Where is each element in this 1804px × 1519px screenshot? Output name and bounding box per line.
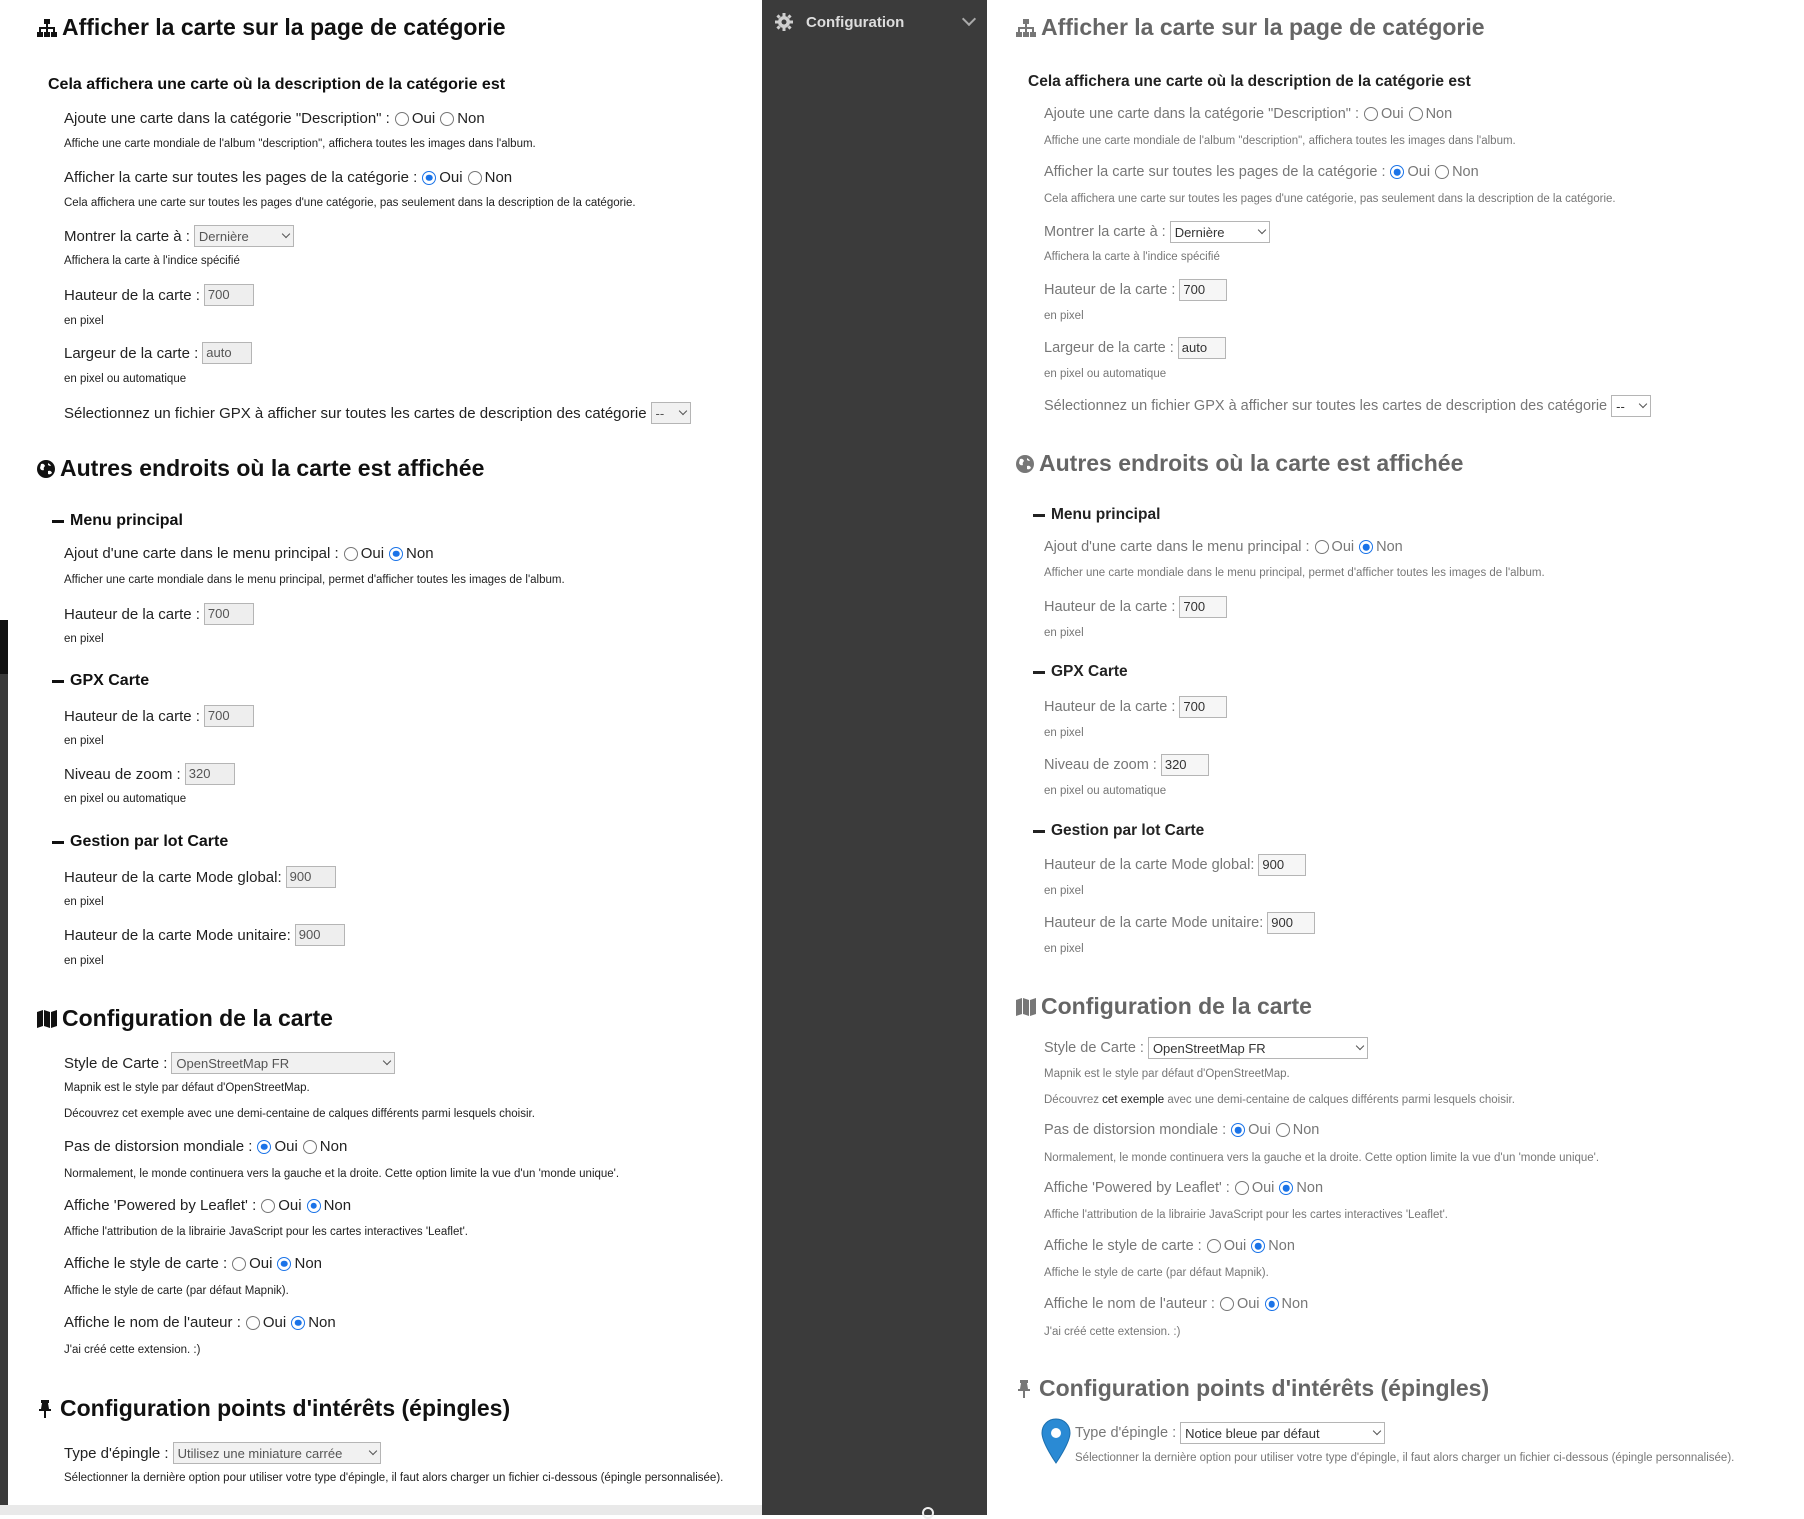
globe-icon: [1015, 454, 1035, 474]
yes-label: Oui: [249, 1255, 273, 1272]
desc-text: Découvrez: [1044, 1094, 1099, 1106]
no-label: Non: [294, 1255, 323, 1272]
no-label: Non: [319, 1138, 348, 1155]
main-menu-add-label: Ajout d'une carte dans le menu principal :: [1044, 539, 1310, 555]
row-style-show: [1044, 1238, 1295, 1254]
gpx-height-desc: en pixel: [1044, 727, 1084, 739]
row-main-menu-add: [1044, 539, 1403, 555]
gpx-label: Sélectionnez un fichier GPX à afficher sur toutes les cartes de description des catégorie: [1044, 398, 1608, 414]
sidebar-item-label: Configuration: [806, 13, 905, 31]
row-world-copy: [1044, 1122, 1319, 1138]
height-desc: en pixel: [1044, 310, 1084, 322]
style-show-label: Affiche le style de carte :: [64, 1255, 228, 1272]
minus-icon: [52, 841, 64, 844]
desc-text: avec une demi-centaine de calques différents parmi lesquels choisir.: [1167, 1094, 1515, 1106]
map-style-select[interactable]: [1148, 1037, 1368, 1059]
section-title-map-config: [1015, 993, 1312, 1020]
desc-text: Découvrez: [64, 1108, 119, 1120]
row-pin-type: [1075, 1422, 1385, 1444]
powered-label: Affiche 'Powered by Leaflet' :: [64, 1197, 257, 1214]
map-icon: [1015, 997, 1037, 1017]
map-style-label: Style de Carte :: [64, 1054, 168, 1072]
admin-sidebar: [762, 0, 987, 1515]
gpx-zoom-input[interactable]: 320: [1161, 754, 1209, 776]
no-label: Non: [1268, 1238, 1295, 1254]
row-powered: [64, 1197, 351, 1214]
gpx-zoom-desc: en pixel ou automatique: [64, 793, 187, 805]
yes-label: Oui: [1380, 106, 1404, 122]
powered-desc: Affiche l'attribution de la librairie JavaScript pour les cartes interactives 'Leaflet'.: [1044, 1209, 1448, 1221]
powered-desc: Affiche l'attribution de la librairie JavaScript pour les cartes interactives 'Leaflet'.: [64, 1226, 468, 1238]
powered-no-radio[interactable]: [1279, 1181, 1293, 1195]
add-map-desc: Affiche une carte mondiale de l'album "description", affichera toutes les images dans l'album.: [64, 138, 536, 150]
batch-unit-input[interactable]: 900: [1267, 912, 1315, 934]
gpx-height-desc: en pixel: [64, 735, 104, 747]
row-main-menu-height: [1044, 596, 1227, 618]
main-menu-height-desc: en pixel: [64, 633, 104, 645]
sitemap-icon: [1015, 18, 1037, 38]
section-title-pins: [36, 1395, 510, 1422]
style-show-yes-radio[interactable]: [232, 1257, 246, 1271]
map-style-label: Style de Carte :: [1044, 1040, 1144, 1056]
row-width: [1044, 337, 1226, 359]
worldcopy-yes-radio[interactable]: [257, 1140, 271, 1154]
width-label: Largeur de la carte :: [64, 344, 199, 362]
gpx-zoom-desc: en pixel ou automatique: [1044, 785, 1167, 797]
show-at-desc: Affichera la carte à l'indice spécifié: [1044, 251, 1220, 263]
section-title-pins: [1015, 1375, 1489, 1402]
pin-type-select[interactable]: [1180, 1422, 1385, 1444]
map-style-desc-2: [64, 1108, 535, 1120]
chevron-down-icon: [1639, 400, 1647, 408]
style-show-no-radio[interactable]: [277, 1257, 291, 1271]
gpx-value: --: [655, 405, 665, 421]
row-add-map-category: [64, 110, 485, 127]
width-desc: en pixel ou automatique: [64, 373, 187, 385]
width-desc: en pixel ou automatique: [1044, 368, 1167, 380]
no-label: Non: [1281, 1296, 1309, 1312]
add-map-no-radio[interactable]: [440, 112, 454, 126]
section-lead: Cela affichera une carte où la description de la catégorie est: [1028, 73, 1471, 90]
chevron-down-icon: [1356, 1042, 1364, 1050]
batch-unit-label: Hauteur de la carte Mode unitaire:: [64, 926, 291, 944]
map-style-value: OpenStreetMap FR: [1152, 1040, 1266, 1056]
row-batch-unit: [64, 924, 345, 946]
row-powered: [1044, 1180, 1323, 1196]
batch-global-input[interactable]: 900: [286, 866, 336, 888]
pin-type-label: Type d'épingle :: [64, 1444, 169, 1462]
section-title-category-map: [36, 14, 506, 41]
width-input[interactable]: auto: [202, 342, 252, 364]
chevron-down-icon: [383, 1057, 391, 1065]
section-lead: Cela affichera une carte où la description de la catégorie est: [48, 76, 506, 93]
main-menu-add-label: Ajout d'une carte dans le menu principal :: [64, 545, 339, 562]
row-batch-global: [1044, 854, 1306, 876]
main-menu-no-radio[interactable]: [389, 547, 403, 561]
row-pin-type: [64, 1442, 381, 1464]
main-menu-height-label: Hauteur de la carte :: [64, 605, 200, 623]
yes-label: Oui: [262, 1314, 287, 1331]
add-map-no-radio[interactable]: [1409, 107, 1423, 121]
add-map-label: Ajoute une carte dans la catégorie "Description" :: [1044, 106, 1359, 122]
style-show-label: Affiche le style de carte :: [1044, 1238, 1202, 1254]
section-title-other-places: [36, 455, 484, 482]
powered-yes-radio[interactable]: [261, 1199, 275, 1213]
chevron-down-icon: [1373, 1427, 1381, 1435]
no-label: Non: [1452, 164, 1479, 180]
row-add-map-category: [1044, 106, 1452, 122]
pin-type-select[interactable]: [173, 1442, 381, 1464]
chevron-down-icon: [1257, 226, 1265, 234]
all-pages-yes-radio[interactable]: [422, 171, 436, 185]
all-pages-label: Afficher la carte sur toutes les pages de la catégorie :: [1044, 164, 1386, 180]
row-width: [64, 342, 252, 364]
batch-global-label: Hauteur de la carte Mode global:: [1044, 857, 1255, 873]
yes-label: Oui: [278, 1197, 302, 1214]
worldcopy-no-radio[interactable]: [1276, 1123, 1290, 1137]
main-menu-yes-radio[interactable]: [1315, 540, 1329, 554]
yes-label: Oui: [1236, 1296, 1260, 1312]
add-map-desc: Affiche une carte mondiale de l'album "description", affichera toutes les images dans l'album.: [1044, 135, 1516, 147]
section-title-text: Afficher la carte sur la page de catégorie: [1041, 14, 1485, 40]
example-link[interactable]: cet exemple: [122, 1108, 185, 1120]
row-author: [1044, 1296, 1308, 1312]
batch-global-desc: en pixel: [64, 896, 104, 908]
section-title-map-config: [36, 1005, 333, 1032]
main-menu-height-desc: en pixel: [1044, 627, 1084, 639]
batch-global-desc: en pixel: [1044, 885, 1084, 897]
thumbtack-icon: [1015, 1379, 1033, 1399]
height-desc: en pixel: [64, 315, 104, 327]
height-input[interactable]: 700: [204, 284, 254, 306]
pin-type-value: Utilisez une miniature carrée: [177, 1445, 343, 1461]
group-gpx-map[interactable]: [52, 672, 149, 690]
row-map-style: [64, 1052, 395, 1074]
row-gpx-height: [1044, 696, 1227, 718]
row-map-style: [1044, 1037, 1368, 1059]
chevron-down-icon: [962, 12, 976, 26]
row-main-menu-height: [64, 603, 254, 625]
yes-label: Oui: [1331, 539, 1355, 555]
gpx-zoom-label: Niveau de zoom :: [64, 765, 181, 783]
chevron-down-icon: [368, 1447, 376, 1455]
no-label: Non: [1296, 1180, 1324, 1196]
yes-label: Oui: [1407, 164, 1431, 180]
row-style-show: [64, 1255, 322, 1272]
minus-icon: [52, 520, 64, 523]
yes-label: Oui: [1248, 1122, 1271, 1138]
row-all-pages: [64, 169, 512, 186]
show-at-select[interactable]: [1170, 221, 1270, 243]
map-style-select[interactable]: [171, 1052, 395, 1074]
group-title: Gestion par lot Carte: [70, 833, 229, 850]
gpx-height-input[interactable]: 700: [204, 705, 254, 727]
section-title-text: Configuration de la carte: [62, 1005, 333, 1031]
gpx-height-label: Hauteur de la carte :: [64, 707, 200, 725]
section-title-other-places: [1015, 450, 1463, 477]
yes-label: Oui: [1251, 1180, 1275, 1196]
row-gpx: [1044, 395, 1651, 417]
info-icon: [922, 1507, 934, 1519]
gpx-label: Sélectionnez un fichier GPX à afficher sur toutes les cartes de description des catégorie: [64, 404, 647, 422]
horizontal-scrollbar[interactable]: [0, 1505, 762, 1515]
group-gpx-map[interactable]: [1033, 663, 1128, 681]
row-gpx-height: [64, 705, 254, 727]
map-style-value: OpenStreetMap FR: [176, 1055, 290, 1071]
pin-type-desc: Sélectionner la dernière option pour utiliser votre type d'épingle, il faut alors charger un fichier ci-dessous (épingle personnalisée).: [64, 1472, 724, 1484]
section-title-text: Configuration de la carte: [1041, 993, 1312, 1019]
width-input[interactable]: auto: [1178, 337, 1226, 359]
gpx-height-label: Hauteur de la carte :: [1044, 699, 1176, 715]
sitemap-icon: [36, 18, 58, 38]
author-desc: J'ai créé cette extension. :): [1044, 1326, 1181, 1338]
row-height: [1044, 279, 1227, 301]
no-label: Non: [484, 169, 513, 186]
section-title-text: Configuration points d'intérêts (épingles): [1039, 1375, 1490, 1401]
batch-unit-input[interactable]: 900: [295, 924, 345, 946]
show-at-label: Montrer la carte à :: [64, 227, 190, 245]
map-marker-icon: [1041, 1418, 1071, 1469]
worldcopy-label: Pas de distorsion mondiale :: [64, 1138, 253, 1155]
author-no-radio[interactable]: [1265, 1297, 1279, 1311]
show-at-label: Montrer la carte à :: [1044, 224, 1166, 240]
desc-text: avec une demi-centaine de calques différents parmi lesquels choisir.: [187, 1108, 535, 1120]
row-batch-unit: [1044, 912, 1315, 934]
row-show-at: [64, 225, 294, 247]
row-main-menu-add: [64, 545, 434, 562]
batch-unit-label: Hauteur de la carte Mode unitaire:: [1044, 915, 1264, 931]
batch-unit-desc: en pixel: [1044, 943, 1084, 955]
pin-type-desc: Sélectionner la dernière option pour utiliser votre type d'épingle, il faut alors charger un fichier ci-dessous (épingle personnalisée).: [1075, 1452, 1735, 1464]
style-show-desc: Affiche le style de carte (par défaut Mapnik).: [64, 1285, 289, 1297]
row-all-pages: [1044, 164, 1479, 180]
style-show-desc: Affiche le style de carte (par défaut Mapnik).: [1044, 1267, 1269, 1279]
main-menu-add-desc: Afficher une carte mondiale dans le menu principal, permet d'afficher toutes les images de l'album.: [64, 574, 565, 586]
group-title: Menu principal: [70, 512, 183, 529]
height-label: Hauteur de la carte :: [1044, 282, 1176, 298]
author-no-radio[interactable]: [291, 1316, 305, 1330]
minus-icon: [1033, 830, 1045, 833]
minus-icon: [52, 680, 64, 683]
map-style-desc: Mapnik est le style par défaut d'OpenStreetMap.: [1044, 1068, 1290, 1080]
main-menu-yes-radio[interactable]: [344, 547, 358, 561]
main-menu-height-input[interactable]: 700: [1179, 596, 1227, 618]
pin-type-value: Notice bleue par défaut: [1185, 1425, 1320, 1441]
map-style-desc: Mapnik est le style par défaut d'OpenStreetMap.: [64, 1082, 310, 1094]
worldcopy-label: Pas de distorsion mondiale :: [1044, 1122, 1227, 1138]
section-title-text: Afficher la carte sur la page de catégorie: [62, 14, 506, 40]
row-gpx-zoom: [64, 763, 235, 785]
right-settings-panel: [987, 0, 1804, 1515]
example-link[interactable]: cet exemple: [1102, 1094, 1165, 1106]
height-label: Hauteur de la carte :: [64, 286, 200, 304]
all-pages-yes-radio[interactable]: [1390, 165, 1404, 179]
group-batch[interactable]: [52, 833, 228, 851]
no-label: Non: [308, 1314, 336, 1331]
no-label: Non: [457, 110, 485, 127]
no-label: Non: [406, 545, 434, 562]
minus-icon: [1033, 514, 1045, 517]
section-title-text: Autres endroits où la carte est affichée: [1039, 450, 1464, 476]
group-main-menu[interactable]: [1033, 506, 1160, 524]
gpx-zoom-label: Niveau de zoom :: [1044, 757, 1157, 773]
section-title-text: Autres endroits où la carte est affichée: [60, 455, 485, 481]
add-map-yes-radio[interactable]: [395, 112, 409, 126]
yes-label: Oui: [411, 110, 436, 127]
no-label: Non: [1292, 1122, 1320, 1138]
all-pages-no-radio[interactable]: [468, 171, 482, 185]
section-title-category-map: [1015, 14, 1485, 41]
row-gpx: [64, 402, 691, 424]
worldcopy-desc: Normalement, le monde continuera vers la gauche et la droite. Cette option limite la vue d'un 'monde unique'.: [1044, 1152, 1600, 1164]
section-title-text: Configuration points d'intérêts (épingles): [60, 1395, 511, 1421]
row-batch-global: [64, 866, 336, 888]
worldcopy-desc: Normalement, le monde continuera vers la gauche et la droite. Cette option limite la vue d'un 'monde unique'.: [64, 1168, 620, 1180]
author-label: Affiche le nom de l'auteur :: [1044, 1296, 1215, 1312]
yes-label: Oui: [360, 545, 385, 562]
chevron-down-icon: [282, 230, 290, 238]
map-icon: [36, 1009, 58, 1029]
group-main-menu[interactable]: [52, 512, 183, 530]
gpx-height-input[interactable]: 700: [1179, 696, 1227, 718]
row-gpx-zoom: [1044, 754, 1209, 776]
left-settings-panel: [0, 0, 762, 1515]
no-label: Non: [1376, 539, 1403, 555]
no-label: Non: [323, 1197, 352, 1214]
row-world-copy: [64, 1138, 347, 1155]
all-pages-desc: Cela affichera une carte sur toutes les pages d'une catégorie, pas seulement dans la description de la catégorie.: [64, 197, 636, 209]
minus-icon: [1033, 671, 1045, 674]
author-desc: J'ai créé cette extension. :): [64, 1344, 201, 1356]
all-pages-label: Afficher la carte sur toutes les pages de la catégorie :: [64, 169, 418, 186]
yes-label: Oui: [274, 1138, 298, 1155]
gear-icon: [774, 12, 794, 32]
yes-label: Oui: [439, 169, 463, 186]
add-map-label: Ajoute une carte dans la catégorie "Description" :: [64, 110, 390, 127]
group-title: GPX Carte: [70, 672, 150, 689]
worldcopy-no-radio[interactable]: [303, 1140, 317, 1154]
style-show-no-radio[interactable]: [1251, 1239, 1265, 1253]
group-title: Gestion par lot Carte: [1051, 822, 1205, 839]
width-label: Largeur de la carte :: [1044, 340, 1174, 356]
chevron-down-icon: [678, 407, 686, 415]
gpx-zoom-input[interactable]: 320: [185, 763, 235, 785]
row-height: [64, 284, 254, 306]
all-pages-desc: Cela affichera une carte sur toutes les pages d'une catégorie, pas seulement dans la description de la catégorie.: [1044, 193, 1616, 205]
yes-label: Oui: [1223, 1238, 1247, 1254]
worldcopy-yes-radio[interactable]: [1231, 1123, 1245, 1137]
powered-no-radio[interactable]: [307, 1199, 321, 1213]
show-at-select[interactable]: [194, 225, 294, 247]
map-style-desc-2: [1044, 1094, 1515, 1106]
no-label: Non: [1425, 106, 1453, 122]
sidebar-item-configuration[interactable]: [774, 12, 974, 32]
show-at-desc: Affichera la carte à l'indice spécifié: [64, 255, 240, 267]
gpx-value: --: [1616, 398, 1625, 414]
main-menu-no-radio[interactable]: [1359, 540, 1373, 554]
main-menu-height-label: Hauteur de la carte :: [1044, 599, 1176, 615]
author-yes-radio[interactable]: [1220, 1297, 1234, 1311]
group-title: GPX Carte: [1051, 663, 1128, 680]
gpx-select[interactable]: [651, 402, 691, 424]
group-batch[interactable]: [1033, 822, 1204, 840]
main-menu-height-input[interactable]: 700: [204, 603, 254, 625]
all-pages-no-radio[interactable]: [1435, 165, 1449, 179]
style-show-yes-radio[interactable]: [1207, 1239, 1221, 1253]
height-input[interactable]: 700: [1179, 279, 1227, 301]
left-edge-marker: [0, 620, 8, 674]
pin-type-label: Type d'épingle :: [1075, 1425, 1177, 1441]
add-map-yes-radio[interactable]: [1364, 107, 1378, 121]
left-edge-bar: [0, 620, 8, 1515]
row-author: [64, 1314, 336, 1331]
powered-yes-radio[interactable]: [1235, 1181, 1249, 1195]
row-show-at: [1044, 221, 1270, 243]
show-at-value: Dernière: [198, 228, 249, 244]
group-title: Menu principal: [1051, 506, 1161, 523]
gpx-select[interactable]: [1611, 395, 1651, 417]
batch-global-input[interactable]: 900: [1258, 854, 1306, 876]
batch-global-label: Hauteur de la carte Mode global:: [64, 868, 282, 886]
powered-label: Affiche 'Powered by Leaflet' :: [1044, 1180, 1230, 1196]
thumbtack-icon: [36, 1399, 54, 1419]
globe-icon: [36, 459, 56, 479]
main-menu-add-desc: Afficher une carte mondiale dans le menu principal, permet d'afficher toutes les images de l'album.: [1044, 567, 1545, 579]
batch-unit-desc: en pixel: [64, 955, 104, 967]
author-yes-radio[interactable]: [246, 1316, 260, 1330]
author-label: Affiche le nom de l'auteur :: [64, 1314, 241, 1331]
show-at-value: Dernière: [1174, 224, 1225, 240]
